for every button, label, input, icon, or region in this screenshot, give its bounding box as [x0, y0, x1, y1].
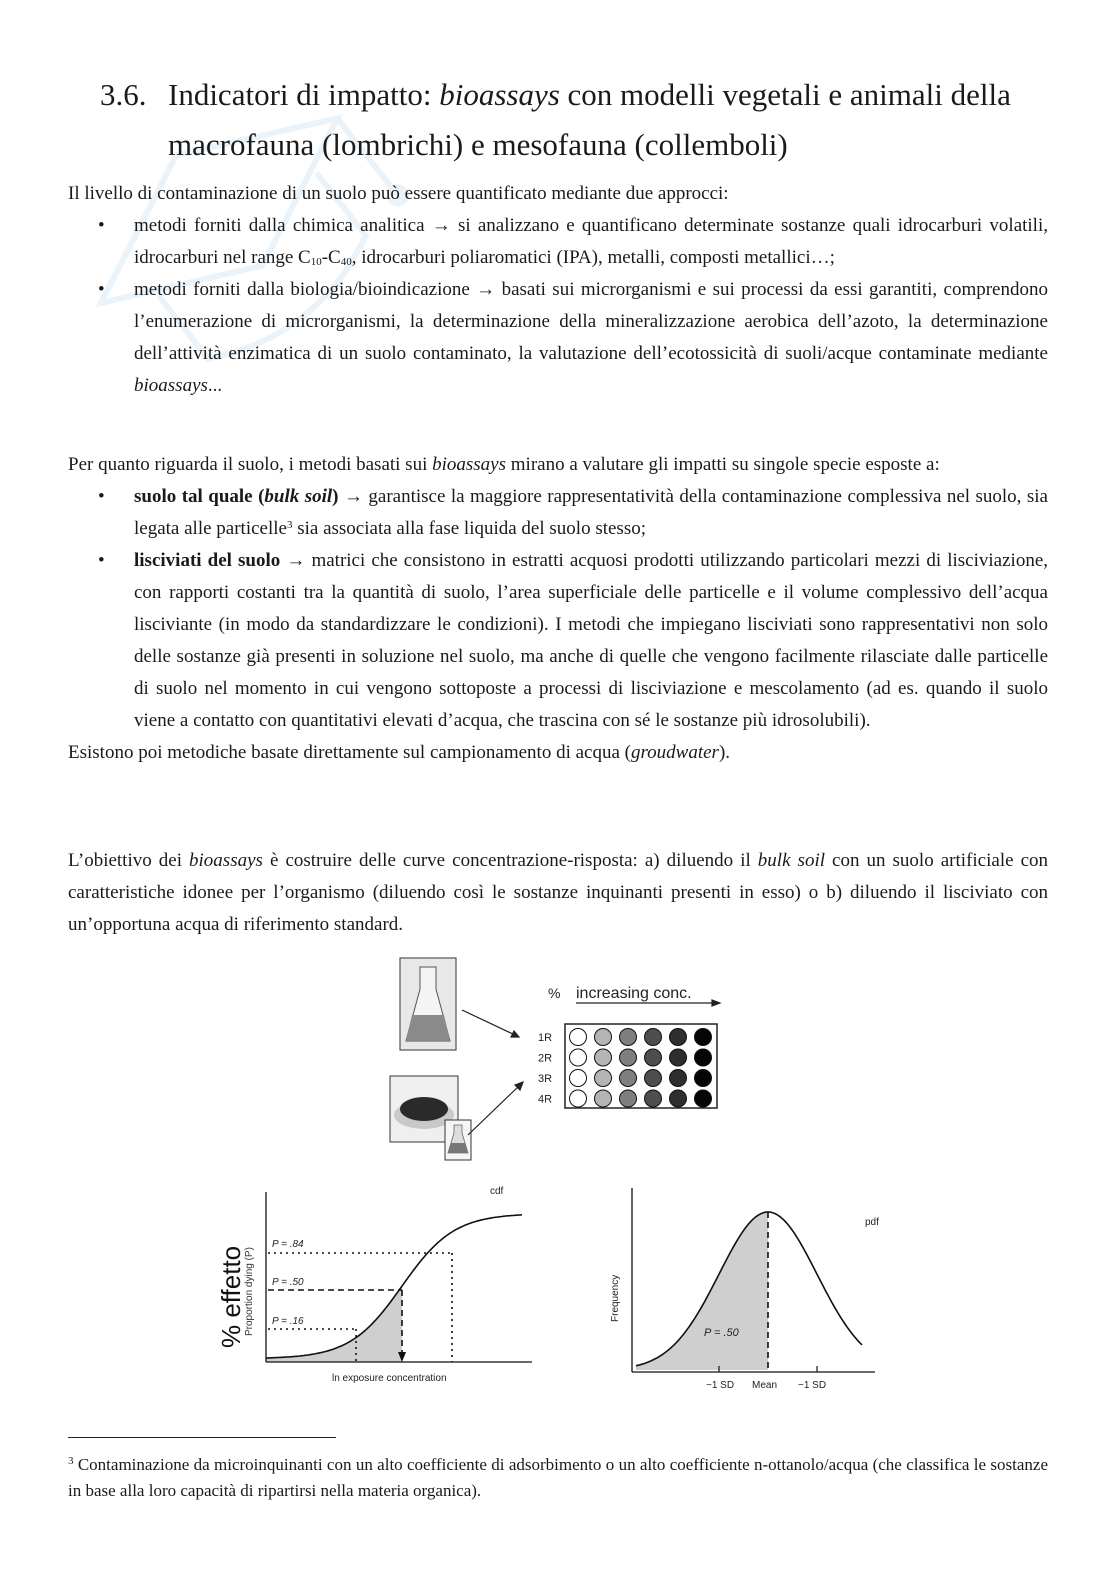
plate-well [670, 1029, 687, 1046]
bioassay-plate-figure [380, 955, 740, 1165]
groundwater-paragraph: Esistono poi metodiche basate direttamente sul campionamento di acqua (groudwater). [68, 742, 731, 763]
bullet: • [98, 486, 105, 507]
pdf-area-label: P = .50 [704, 1327, 739, 1339]
plate-well [670, 1090, 687, 1107]
exposure-intro-paragraph: Per quanto riguarda il suolo, i metodi basati sui bioassays mirano a valutare gli impatti su singole specie esposte a: [68, 454, 940, 475]
tick-label-mean: Mean [752, 1380, 778, 1391]
tick-label-plus-sd: −1 SD [798, 1380, 827, 1391]
row-label: 4R [538, 1093, 553, 1106]
body-block-2 [68, 449, 1048, 769]
bullet: • [98, 550, 105, 571]
plate-well [570, 1090, 587, 1107]
plate-well [620, 1049, 637, 1066]
plate-well [695, 1070, 712, 1087]
plate-well [595, 1090, 612, 1107]
list-item: • metodi forniti dalla biologia/bioindicazione → basati sui microrganismi e sui processi da essi garantiti, comprendono l’enumerazione di microrganismi, la determinazione della mineralizzazione aerobica dell’azoto, la determinazione dell’attività enzimatica di un suolo contaminato, la valutazione dell’ecotossicità di suoli/acque contaminate mediante bioassays... [68, 274, 1048, 402]
list-item: • metodi forniti dalla chimica analitica → si analizzano e quantificano determinate sostanze quali idrocarburi volatili, idrocarburi nel range $C_{10}-C_{40}$, idrocarburi poliaromatici (IPA), metalli, composti metallici…; [68, 210, 1048, 274]
plate-well [595, 1049, 612, 1066]
row-labels [538, 1032, 552, 1106]
plate-well [620, 1070, 637, 1087]
body-block-3 [68, 845, 1048, 941]
cdf-y-label-small: Proportion dying (P) [244, 1247, 255, 1336]
plate-title: increasing conc. [576, 985, 692, 1002]
objective-paragraph: L’obiettivo dei bioassays è costruire delle curve concentrazione-risposta: a) diluendo il bulk soil con un suolo artificiale con caratteristiche idonee per l’organismo (diluendo così le sostanze inquinanti presenti in esso) o b) diluendo il lisciviato con un’opportuna acqua di riferimento standard. [68, 850, 1048, 935]
plate-well [670, 1049, 687, 1066]
list-item: • lisciviati del suolo → matrici che consistono in estratti acquosi prodotti utilizzando particolari mezzi di lisciviazione, con rapporti costanti tra la quantità di suolo, l’area superficiale delle particelle e il volume complessivo dell’acqua lisciviante (in modo da standardizzare le condizioni). I metodi che impiegano lisciviati sono rappresentativi non solo delle sostanze già presenti in soluzione nel suolo, ma anche di quelle che vengono facilmente rilasciate dalle particelle di suolo nel momento in cui vengono sottoposte a processi di lisciviazione e mescolamento (ad es. quando il suolo viene a contatto con quantitativi elevati d’acqua, che trascina con sé le sostanze più idrosolubili). [68, 545, 1048, 737]
level-050: P = .50 [272, 1277, 304, 1288]
plate-well [620, 1090, 637, 1107]
plate-well [695, 1029, 712, 1046]
footnote-separator [68, 1437, 336, 1438]
footnote-ref: 3 [286, 519, 293, 531]
level-016: P = .16 [272, 1316, 304, 1327]
plate-well [595, 1029, 612, 1046]
plate-well [645, 1070, 662, 1087]
row-label: 2R [538, 1052, 553, 1065]
plate-well [670, 1070, 687, 1087]
footnote: $^3$ Contaminazione da microinquinanti con un alto coefficiente di adsorbimento o un alto coefficiente n-ottanolo/acqua (che classifica le sostanze in base alla loro capacità di ripartirsi nella materia organica). [68, 1455, 1048, 1500]
pdf-shaded-area [636, 1212, 768, 1370]
flask-photo [400, 958, 456, 1050]
cdf-chart [210, 1180, 540, 1390]
plate-well [570, 1049, 587, 1066]
exposures-list [68, 481, 1048, 737]
section-number: 3.6. [100, 77, 147, 112]
soil-photo [390, 1076, 471, 1160]
cdf-x-label: ln exposure concentration [332, 1373, 447, 1384]
bullet: • [98, 215, 105, 236]
cdf-y-label-big: % effetto [216, 1245, 246, 1348]
plate-well [645, 1029, 662, 1046]
plate-well [645, 1049, 662, 1066]
plate-percent-label: % [548, 985, 561, 1001]
plate-well [620, 1029, 637, 1046]
plate-well [595, 1070, 612, 1087]
plate-well [570, 1070, 587, 1087]
intro-paragraph: Il livello di contaminazione di un suolo può essere quantificato mediante due approcci: [68, 183, 729, 204]
pdf-y-label: Frequency [610, 1274, 621, 1322]
bullet: • [98, 279, 105, 300]
body-block-1 [68, 178, 1048, 402]
pdf-tag: pdf [865, 1217, 879, 1228]
plate-well [695, 1049, 712, 1066]
pdf-chart [600, 1180, 880, 1395]
tick-label-minus-sd: −1 SD [706, 1380, 735, 1391]
footnote-mark: 3 [68, 1455, 74, 1467]
row-label: 3R [538, 1073, 553, 1085]
plate-well [645, 1090, 662, 1107]
list-item: • suolo tal quale (bulk soil) → garantisce la maggiore rappresentatività della contaminazione complessiva nel suolo, sia legata alle particelle$^3$ sia associata alla fase liquida del suolo stesso; [68, 481, 1048, 545]
row-label: 1R [538, 1032, 553, 1044]
section-title: Indicatori di impatto: bioassays con modelli vegetali e animali della macrofauna (lombrichi) e mesofauna (collemboli) [168, 77, 1011, 162]
approaches-list [68, 210, 1048, 402]
cdf-tag: cdf [490, 1186, 504, 1197]
level-084: P = .84 [272, 1239, 304, 1250]
plate-well [695, 1090, 712, 1107]
plate-well [570, 1029, 587, 1046]
